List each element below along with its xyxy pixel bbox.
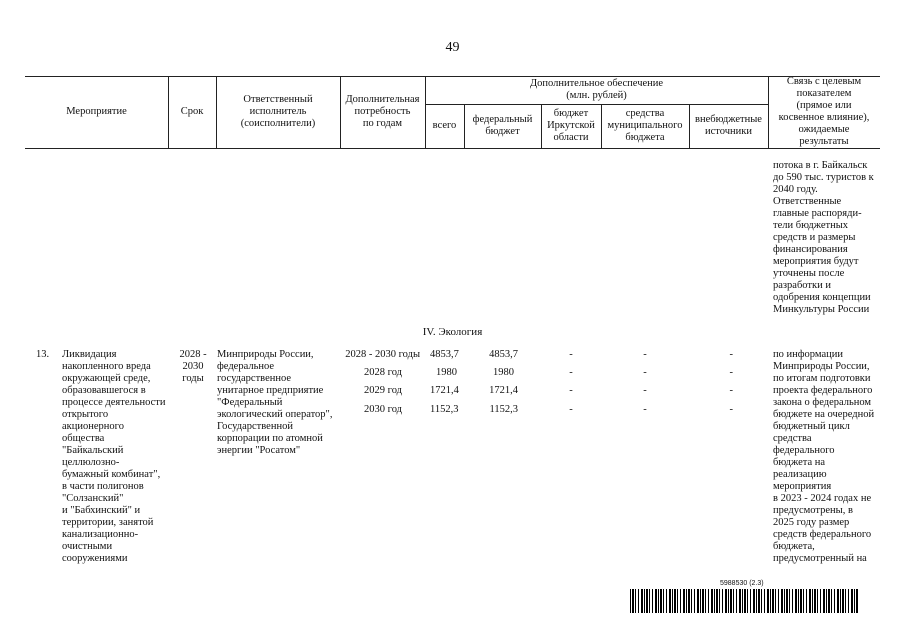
barcode-number: 5988530 (2.3)	[720, 580, 764, 587]
row-number: 13.	[36, 349, 50, 360]
header-executor: Ответственный исполнитель (соисполнители)	[240, 94, 316, 129]
year-total: 1152,3	[430, 404, 459, 415]
year-offbudget: -	[729, 385, 733, 396]
year-total: 4853,7	[430, 349, 459, 360]
header-municipal: средства муниципального бюджета	[607, 108, 683, 143]
continued-link-text: потока в г. Байкальск до 590 тыс. туристов к 2040 году. Ответственные главные распоряди- тели бюджетных средств и размеры финансирования мероприятия будут уточнены после разработки и одобрения концепции Минкультуры России	[773, 160, 874, 315]
header-need: Дополнительная потребность по годам	[345, 94, 420, 129]
year-offbudget: -	[729, 349, 733, 360]
year-federal: 1152,3	[489, 404, 518, 415]
year-regional: -	[569, 349, 573, 360]
row-executor: Минприроды России, федеральное государственное унитарное предприятие "Федеральный экологический оператор", Государственной корпорации по атомной энергии "Росатом"	[217, 349, 333, 456]
year-regional: -	[569, 367, 573, 378]
year-municipal: -	[643, 349, 647, 360]
year-regional: -	[569, 385, 573, 396]
header-extra: Дополнительное обеспечение (млн. рублей)	[529, 78, 664, 101]
year-municipal: -	[643, 404, 647, 415]
year-offbudget: -	[729, 367, 733, 378]
year-federal: 4853,7	[489, 349, 518, 360]
header-federal: федеральный бюджет	[472, 114, 533, 137]
year-label: 2029 год	[364, 385, 402, 396]
year-label: 2028 - 2030 годы	[345, 349, 420, 360]
header-offbudget: внебюджетные источники	[695, 114, 762, 137]
header-total: всего	[432, 120, 457, 131]
header-term: Срок	[180, 106, 204, 117]
section-title: IV. Экология	[422, 326, 483, 338]
header-link: Связь с целевым показателем (прямое или косвенное влияние), ожидаемые результаты	[778, 76, 870, 147]
year-regional: -	[569, 404, 573, 415]
header-event: Мероприятие	[66, 106, 127, 117]
row-event: Ликвидация накопленного вреда окружающей среде, образовавшегося в процессе деятельности открытого акционерного общества "Байкальский целлюлозно- бумажный комбинат", в части полигонов "Солзанский" и "Бабхинский" и территории, занятой канализационно- очистными сооружениями	[62, 349, 166, 564]
header-bottom-border	[25, 148, 880, 149]
year-municipal: -	[643, 385, 647, 396]
year-federal: 1721,4	[489, 385, 518, 396]
year-label: 2028 год	[364, 367, 402, 378]
year-federal: 1980	[493, 367, 514, 378]
year-total: 1980	[436, 367, 457, 378]
row-term: 2028 - 2030 годы	[179, 349, 207, 384]
year-offbudget: -	[729, 404, 733, 415]
header-regional: бюджет Иркутской области	[547, 108, 595, 143]
year-label: 2030 год	[364, 404, 402, 415]
year-total: 1721,4	[430, 385, 459, 396]
row-link-result: по информации Минприроды России, по итогам подготовки проекта федерального закона о федеральном бюджете на очередной бюджетный цикл средства федерального бюджета на реализацию мероприятия в 2023 - 2024 годах не предусмотрены, в 2025 году размер средств федерального бюджета, предусмотренный на	[773, 349, 875, 564]
year-municipal: -	[643, 367, 647, 378]
barcode	[630, 589, 858, 613]
page-number: 49	[445, 40, 460, 55]
